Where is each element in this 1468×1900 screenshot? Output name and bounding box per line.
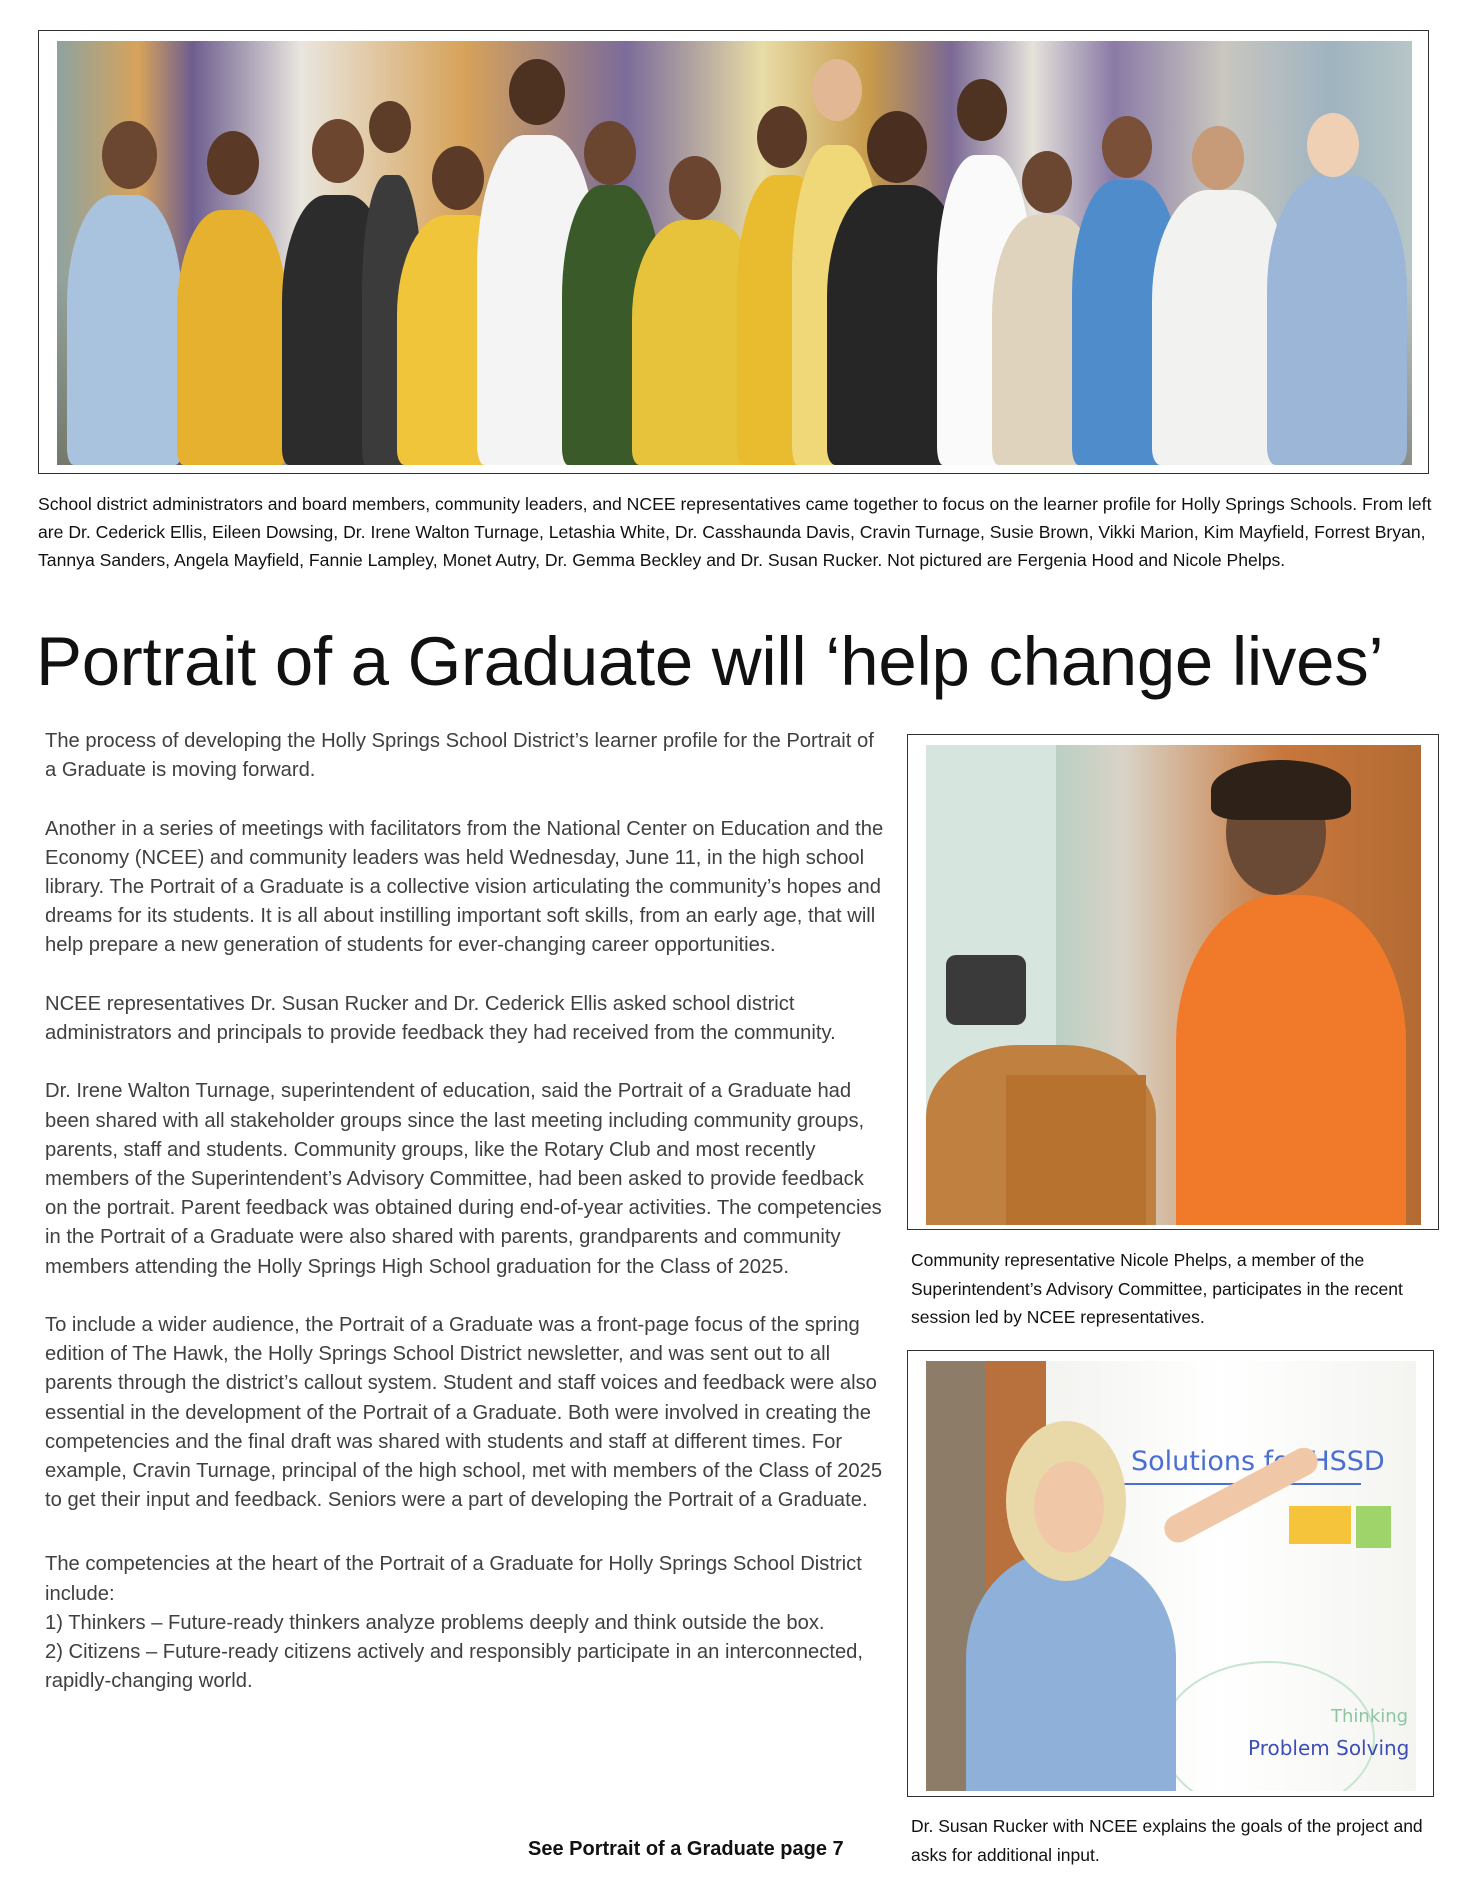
phelps-photo-frame xyxy=(907,734,1439,1230)
competency-item: 1) Thinkers – Future-ready thinkers analyze problems deeply and think outside the box. xyxy=(45,1611,825,1634)
group-photo-frame xyxy=(38,30,1429,474)
phelps-photo xyxy=(926,745,1421,1225)
group-photo xyxy=(57,41,1412,465)
rucker-photo-caption: Dr. Susan Rucker with NCEE explains the goals of the project and asks for additional input. xyxy=(911,1816,1423,1865)
article-paragraph: Another in a series of meetings with facilitators from the National Center on Education and the Economy (NCEE) and community leaders was held Wednesday, June 11, in the high school library. The Portrait of a Graduate is a collective vision articulating the community’s hopes and dreams for its students. It is all about instilling important soft skills, from an early age, that will help prepare a new generation of students for ever-changing career opportunities. xyxy=(45,817,884,957)
article-paragraph: NCEE representatives Dr. Susan Rucker and Dr. Cederick Ellis asked school district administrators and principals to provide feedback they had received from the community. xyxy=(45,992,836,1044)
article-paragraph: To include a wider audience, the Portrait of a Graduate was a front-page focus of the spring edition of The Hawk, the Holly Springs School District newsletter, and was sent out to all parents through the district’s callout system. Student and staff voices and feedback were also essential in the development of the Portrait of a Graduate. Both were involved in creating the competencies and the final draft was shared with students and staff at different times. For example, Cravin Turnage, principal of the high school, met with members of the Class of 2025 to get their input and feedback. Seniors were a part of developing the Portrait of a Graduate. xyxy=(45,1314,883,1512)
whiteboard-word: Problem Solving xyxy=(1248,1736,1410,1760)
whiteboard-heading: Solutions for HSSD xyxy=(1131,1446,1385,1477)
rucker-photo-frame xyxy=(907,1350,1434,1797)
phelps-photo-caption: Community representative Nicole Phelps, a member of the Superintendent’s Advisory Committee, participates in the recent session led by NCEE representatives. xyxy=(911,1250,1403,1327)
rucker-photo xyxy=(926,1361,1416,1791)
article-body xyxy=(45,727,890,1696)
article-paragraph: The competencies at the heart of the Portrait of a Graduate for Holly Springs School District include: xyxy=(45,1553,862,1605)
continuation-link[interactable]: See Portrait of a Graduate page 7 xyxy=(528,1838,844,1860)
competency-item: 2) Citizens – Future-ready citizens actively and responsibly participate in an interconnected, rapidly-changing world. xyxy=(45,1641,864,1693)
whiteboard-word: Thinking xyxy=(1331,1706,1409,1727)
group-photo-caption: School district administrators and board members, community leaders, and NCEE representatives came together to focus on the learner profile for Holly Springs Schools. From left are Dr. Cederick Ellis, Eileen Dowsing, Dr. Irene Walton Turnage, Letashia White, Dr. Casshaunda Davis, Cravin Turnage, Susie Brown, Vikki Marion, Kim Mayfield, Forrest Bryan, Tannya Sanders, Angela Mayfield, Fannie Lampley, Monet Autry, Dr. Gemma Beckley and Dr. Susan Rucker. Not pictured are Fergenia Hood and Nicole Phelps. xyxy=(38,494,1432,570)
headline: Portrait of a Graduate will ‘help change lives’ xyxy=(36,623,1384,700)
article-paragraph: The process of developing the Holly Springs School District’s learner profile for the Portrait of a Graduate is moving forward. xyxy=(45,730,874,782)
article-paragraph: Dr. Irene Walton Turnage, superintendent of education, said the Portrait of a Graduate had been shared with all stakeholder groups since the last meeting including community groups, parents, staff and students. Community groups, like the Rotary Club and most recently members of the Superintendent’s Advisory Committee, had been asked to provide feedback on the portrait. Parent feedback was obtained during end-of-year activities. The competencies in the Portrait of a Graduate were also shared with parents, grandparents and community members attending the Holly Springs High School graduation for the Class of 2025. xyxy=(45,1080,882,1278)
